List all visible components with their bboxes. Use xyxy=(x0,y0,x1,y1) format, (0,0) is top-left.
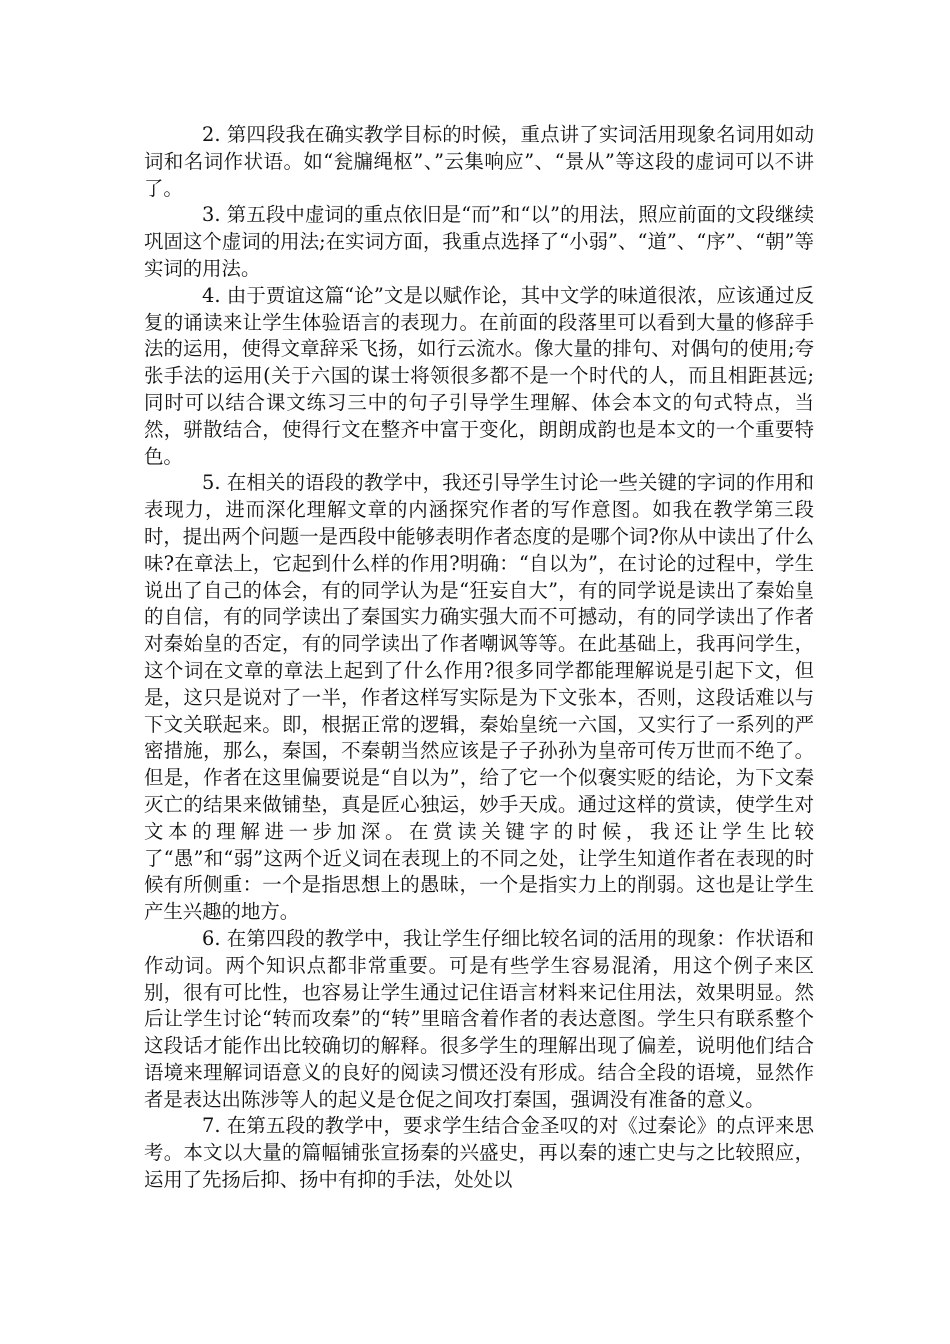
paragraph-3: 3. 第五段中虚词的重点依旧是“而”和“以”的用法，照应前面的文段继续巩固这个虚词的用法;在实词方面，我重点选择了“小弱”、“道”、“序”、“朝”等实词的用法。 xyxy=(144,203,814,280)
paragraph-7: 7. 在第五段的教学中，要求学生结合金圣叹的对《过秦论》的点评来思考。本文以大量的篇幅铺张宣扬秦的兴盛史，再以秦的速亡史与之比较照应，运用了先扬后抑、扬中有抑的手法，处处以 xyxy=(144,1114,814,1192)
paragraph-5: 5. 在相关的语段的教学中，我还引导学生讨论一些关键的字词的作用和表现力，进而深化理解文章的内涵探究作者的写作意图。如我在教学第三段时，提出两个问题一是西段中能够表明作者态度的是哪个词?你从中读出了什么味?在章法上，它起到什么样的作用?明确：“自以为”，在讨论的过程中，学生说出了自己的体会，有的同学认为是“狂妄自大”，有的同学说是读出了秦始皇的自信，有的同学读出了秦国实力确实强大而不可撼动，有的同学读出了作者对秦始皇的否定，有的同学读出了作者嘲讽等等。在此基础上，我再问学生，这个词在文章的章法上起到了什么作用?很多同学都能理解说是引起下文，但是，这只是说对了一半，作者这样写实际是为下文张本，否则，这段话难以与下文关联起来。即，根据正常的逻辑，秦始皇统一六国，又实行了一系列的严密措施，那么，秦国，不秦朝当然应该是子子孙孙为皇帝可传万世而不绝了。但是，作者在这里偏要说是“自以为”，给了它一个似褒实贬的结论，为下文秦灭亡的结果来做铺垫，真是匠心独运，妙手天成。通过这样的赏读，使学生对文本的理解进一步加深。在赏读关键字的时候，我还让学生比较了“愚”和“弱”这两个近义词在表现上的不同之处，让学生知道作者在表现的时候有所侧重：一个是指思想上的愚昧，一个是指实力上的削弱。这也是让学生产生兴趣的地方。 xyxy=(144,471,814,924)
paragraph-2: 2. 第四段我在确实教学目标的时候，重点讲了实词活用现象名词用如动词和名词作状语。如“瓮牖绳枢”、”云集响应”、“景从”等这段的虚词可以不讲了。 xyxy=(144,123,814,200)
paragraph-6: 6. 在第四段的教学中，我让学生仔细比较名词的活用的现象：作状语和作动词。两个知识点都非常重要。可是有些学生容易混淆，用这个例子来区别，很有可比性，也容易让学生通过记住语言材料来记住用法，效果明显。然后让学生讨论“转而攻秦”的“转”里暗含着作者的表达意图。学生只有联系整个这段话才能作出比较确切的解释。很多学生的理解出现了偏差，说明他们结合语境来理解词语意义的良好的阅读习惯还没有形成。结合全段的语境，显然作者是表达出陈涉等人的起义是仓促之间攻打秦国，强调没有准备的意义。 xyxy=(144,926,814,1111)
paragraph-4: 4. 由于贾谊这篇“论”文是以赋作论，其中文学的味道很浓，应该通过反复的诵读来让学生体验语言的表现力。在前面的段落里可以看到大量的修辞手法的运用，使得文章辞采飞扬，如行云流水。像大量的排句、对偶句的使用;夸张手法的运用(关于六国的谋士将领很多都不是一个时代的人，而且相距甚远;同时可以结合课文练习三中的句子引导学生理解、体会本文的句式特点，当然，骈散结合，使得行文在整齐中富于变化，朗朗成韵也是本文的一个重要特色。 xyxy=(144,283,814,468)
document-page xyxy=(144,122,814,1194)
